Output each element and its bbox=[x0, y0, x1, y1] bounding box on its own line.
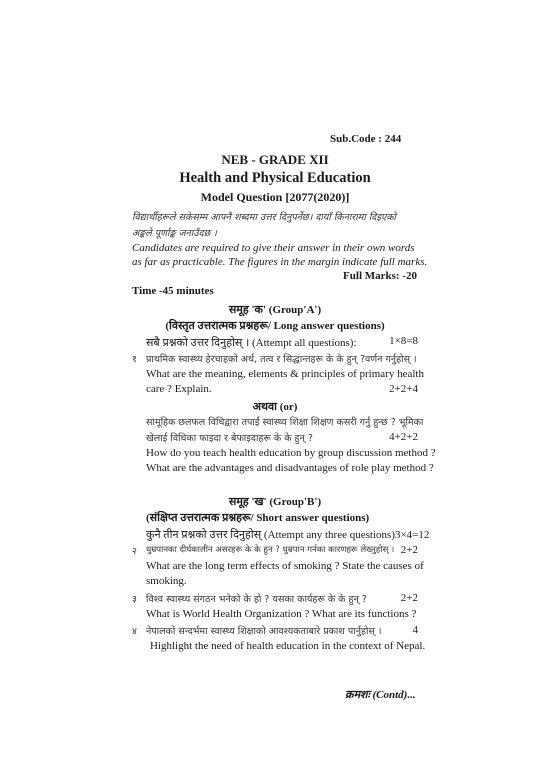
sub-code: Sub.Code : 244 bbox=[330, 133, 402, 145]
q1b-english-line1: How do you teach health education by group discussion method ? bbox=[146, 447, 436, 459]
group-a-instruction: सबै प्रश्नको उत्तर दिनुहोस् । (Attempt all questions): bbox=[146, 337, 357, 349]
exam-title: NEB - GRADE XII bbox=[221, 152, 329, 167]
q2-english-line2: smoking. bbox=[146, 575, 187, 587]
q1-english-line2: care ? Explain. bbox=[146, 383, 212, 395]
q2-marks: 2+2 bbox=[400, 544, 418, 556]
group-b-heading: समूह 'ख' (Group'B') bbox=[228, 496, 322, 508]
q1-marks: 2+2+4 bbox=[389, 383, 418, 395]
q2-number: २ bbox=[132, 546, 137, 557]
q2-english-line1: What are the long term effects of smoking ? State the causes of bbox=[146, 560, 424, 572]
continued-label: क्रमशः (Contd)... bbox=[345, 689, 416, 701]
q4-number: ४ bbox=[132, 626, 137, 637]
q4-nepali: नेपालको सन्दर्भमा स्वास्थ्य शिक्षाको आवश्यकताबारे प्रकाश पार्नुहोस् । bbox=[146, 626, 382, 637]
q1b-english-line2: What are the advantages and disadvantages of role play method ? bbox=[146, 462, 434, 474]
model-question-label: Model Question [2077(2020)] bbox=[200, 190, 350, 204]
q1b-marks: 4+2+2 bbox=[389, 431, 418, 443]
q3-marks: 2+2 bbox=[400, 592, 418, 604]
q3-nepali: विश्व स्वास्थ्य संगठन भनेको के हो ? यसका कार्यहरू के के हुन् ? bbox=[146, 594, 367, 605]
q4-english: Highlight the need of health education in the context of Nepal. bbox=[150, 640, 426, 652]
instruction-english-line1: Candidates are required to give their answer in their own words bbox=[132, 242, 415, 254]
q1-nepali: प्राथमिक स्वास्थ्य हेरचाहको अर्थ, तत्व र सिद्धान्तहरू के के हुन् ?वर्णन गर्नुहोस् । bbox=[146, 354, 417, 365]
q4-marks: 4 bbox=[412, 624, 418, 636]
q1-number: १ bbox=[132, 354, 137, 365]
instruction-english-line2: as far as practicable. The figures in the margin indicate full marks. bbox=[132, 256, 428, 268]
subject-title: Health and Physical Education bbox=[179, 170, 371, 186]
q3-english: What is World Health Organization ? What are its functions ? bbox=[146, 608, 417, 620]
instruction-nepali-line2: अङ्कले पूर्णाङ्क जनाउँदछ । bbox=[132, 228, 217, 239]
group-b-subheading: (संक्षिप्त उत्तरात्मक प्रश्नहरू/ Short answer questions) bbox=[146, 512, 370, 524]
q1b-nepali-line1: सामूहिक छलफल विधिद्वारा तपाईं स्वास्थ्य शिक्षा शिक्षण कसरी गर्नु हुन्छ ? भूमिका bbox=[146, 417, 424, 428]
group-b-instruction: कुनै तीन प्रश्नको उत्तर दिनुहोस् (Attempt any three questions)3×4=12 bbox=[146, 529, 430, 541]
or-separator: अथवा (or) bbox=[252, 401, 298, 413]
group-a-marks: 1×8=8 bbox=[389, 335, 418, 347]
time-allowed: Time -45 minutes bbox=[132, 285, 214, 297]
q1b-nepali-line2: खेलाई विधिका फाइदा र बेफाइदाहरू के के हुन् ? bbox=[146, 433, 313, 444]
group-a-subheading: (विस्तृत उत्तरात्मक प्रश्नहरू/ Long answer questions) bbox=[165, 320, 385, 332]
q1-english-line1: What are the meaning, elements & principles of primary health bbox=[146, 368, 424, 380]
group-a-heading: समूह 'क' (Group'A') bbox=[228, 304, 322, 316]
full-marks: Full Marks: -20 bbox=[343, 270, 417, 282]
q3-number: ३ bbox=[132, 594, 137, 605]
instruction-nepali-line1: विद्यार्थीहरूले सकेसम्म आफ्नै शब्दमा उत्तर दिनुपर्नेछ। दायाँ किनारामा दिइएको bbox=[132, 212, 397, 223]
q2-nepali: धुम्रपानका दीर्घकालीन असरहरू के के हुन ? धुम्रपान गर्नका कारणहरू लेख्नुहोस् । bbox=[146, 545, 395, 555]
